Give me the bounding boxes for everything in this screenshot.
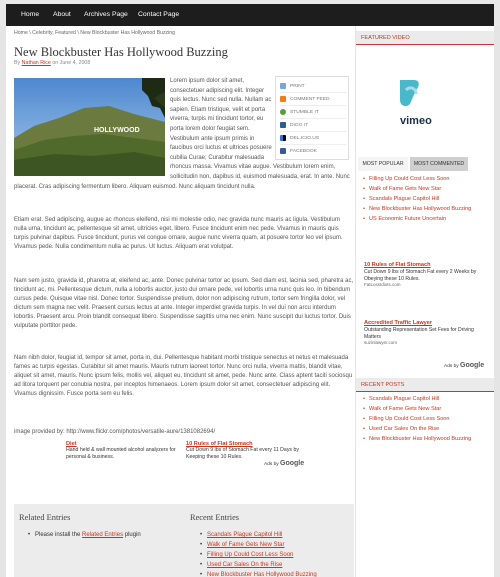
list-item[interactable]: • Walk of Fame Gets New Star xyxy=(200,540,330,550)
footer-entries xyxy=(14,504,354,577)
main-navigation xyxy=(6,4,494,26)
byline-prefix: By xyxy=(14,60,21,66)
tab-most-commented[interactable]: MOST COMMENTED xyxy=(410,157,468,171)
author-link[interactable]: Nathan Rice xyxy=(21,60,51,66)
sidebar-ad-2[interactable]: Accredited Traffic Lawyer Outstanding Representation Set Fees for Driving Matters suzinlawyer.com xyxy=(364,320,474,345)
breadcrumb: Home \ Celebrity, Featured \ New Blockbuster Has Hollywood Buzzing xyxy=(14,30,176,36)
main-content xyxy=(6,26,355,577)
hollywood-photo xyxy=(14,78,165,176)
list-item[interactable]: • US Economic Future Uncertain xyxy=(362,216,490,223)
print-icon xyxy=(280,83,286,89)
list-item[interactable]: • New Blockbuster Has Hollywood Buzzing xyxy=(362,436,490,443)
share-print[interactable]: PRINT xyxy=(280,81,346,93)
vimeo-logo-icon xyxy=(386,76,456,136)
post-byline xyxy=(14,60,90,66)
sidebar xyxy=(356,26,494,577)
ads-by-google[interactable]: Ads by Google xyxy=(264,460,305,467)
post-title[interactable]: New Blockbuster Has Hollywood Buzzing xyxy=(14,45,228,59)
share-facebook[interactable]: FACEBOOK xyxy=(280,146,346,158)
share-digg[interactable]: DIGG IT xyxy=(280,120,346,132)
inline-ad-title[interactable]: Diet xyxy=(66,441,77,447)
list-item[interactable]: • Used Car Sales On the Rise xyxy=(200,560,330,570)
related-entries-list xyxy=(28,530,168,540)
inline-ad-2[interactable]: 10 Rules of Flat Stomach Cut Down 9 lbs of Stomach Fat every 11 Days by Keeping these 10 Rules. xyxy=(186,441,299,460)
nav-archives[interactable]: Archives Page xyxy=(84,11,128,18)
feed-icon xyxy=(280,96,286,102)
related-entries-plugin-link[interactable]: Related Entries xyxy=(82,532,124,538)
facebook-icon xyxy=(280,148,286,154)
tab-most-popular[interactable]: MOST POPULAR xyxy=(358,157,408,171)
nav-about[interactable]: About xyxy=(53,11,71,18)
list-item[interactable]: • Scandals Plague Capitol Hill xyxy=(362,196,490,203)
list-item[interactable]: • Used Car Sales On the Rise xyxy=(362,426,490,433)
list-item[interactable]: • Filling Up Could Cost Less Soon xyxy=(362,416,490,423)
nav-home[interactable]: Home xyxy=(21,11,40,18)
post-paragraph-4: Nam nibh dolor, feugiat id, tempor sit amet, porta in, dui. Pellentesque habitant morbi tristique senectus et netus et malesuada fames ac turpis egestas. Curabitur sit amet mauris. Mauris rutrum laoreet tortor. Nunc orci nulla, viverra mattis, blandit vitae, aliquet sit amet, mauris. Nunc ipsum felis, mollis vel, aliquet eu, tincidunt sit amet, pede. Nunc ante. Class aptent taciti sociosqu ad litora torquent per conubia nostra, per inceptos himenaeos. Lorem ipsum dolor sit amet, consectetuer adipiscing elit. Vivamus dignissim. Fusce porta sem eu felis. xyxy=(14,355,353,397)
recent-posts-list xyxy=(362,396,490,446)
hollywood-hills-image xyxy=(14,78,165,176)
list-item[interactable]: • Walk of Fame Gets New Star xyxy=(362,186,490,193)
hollywood-sign: HOLLYWOOD xyxy=(94,127,140,134)
related-entries-message: • Please install the Related Entries plugin xyxy=(28,530,168,540)
list-item[interactable]: • Scandals Plague Capitol Hill xyxy=(362,396,490,403)
recent-entries-list xyxy=(200,530,330,577)
list-item[interactable]: • New Blockbuster Has Hollywood Buzzing xyxy=(362,206,490,213)
most-popular-list xyxy=(362,176,490,226)
vimeo-video-player[interactable] xyxy=(386,76,456,136)
sidebar-ads-by-google[interactable]: Ads by Google xyxy=(444,362,485,369)
recent-posts-heading: RECENT POSTS xyxy=(356,378,494,392)
share-stumble[interactable]: STUMBLE IT xyxy=(280,107,346,119)
digg-icon xyxy=(280,122,286,128)
list-item[interactable]: • New Blockbuster Has Hollywood Buzzing xyxy=(200,570,330,577)
featured-video-heading: FEATURED VIDEO xyxy=(356,31,494,45)
delicious-icon xyxy=(280,135,286,141)
nav-contact[interactable]: Contact Page xyxy=(138,11,180,18)
list-item[interactable]: • Scandals Plague Capitol Hill xyxy=(200,530,330,540)
share-box xyxy=(275,76,349,160)
post-date: on June 4, 2008 xyxy=(52,60,91,66)
share-comment-feed[interactable]: COMMENT FEED xyxy=(280,94,346,106)
inline-ad-unit xyxy=(66,440,356,476)
stumbleupon-icon xyxy=(280,109,286,115)
inline-ad-1[interactable]: Diet Hand held & wall mounted alcohol analyzers for personal & business. xyxy=(66,441,176,460)
post-paragraph-2: Etiam erat. Sed adipiscing, augue ac rhoncus eleifend, nisi mi molestie odio, nec gravida nunc mauris ac ligula. Vestibulum nulla urna, tincidunt ac, pellentesque sit amet, ultricies eget, libero. Fusce tincidunt enim nec pede. Vivamus in mauris quis turpis pulvinar dapibus. Fusce tincidunt, purus vel congue ornare, augue nunc viverra quam, at posuere tortor leo vel ipsum. Vivamus pede. Nulla condimentum nulla ac purus. Ut luctus. Aliquam erat volutpat. xyxy=(14,217,343,250)
post-paragraph-3: Nam sem justo, gravida id, pharetra at, eleifend ac, ante. Donec pulvinar tortor ac ipsum. Sed diam est, lacinia sed, pharetra ac, tincidunt ac, mi. Pellentesque dictum, nulla a lobortis auctor, justo dui ornare pede, vel lobortis urna nunc quis leo. In bibendum cursus pede. Quisque vitae nisl. Donec tortor. Suspendisse pretium, dolor non adipiscing rutrum, tortor sem fringilla dolor, vel dictum sem magna nec velit. Praesent cursus lectus at ante. Integer imperdiet gravida turpis. In vel dui non arcu interdum lobortis. Praesent arcu. Proin blandit consequat libero. Suspendisse sagittis urna nec enim. Nunc suscipit dui luctus tortor. Duis vulputate porttitor pede. xyxy=(14,278,354,329)
recent-entries-heading: Recent Entries xyxy=(190,513,240,522)
related-entries-heading: Related Entries xyxy=(19,513,71,522)
list-item[interactable]: • Filling Up Could Cost Less Soon xyxy=(200,550,330,560)
list-item[interactable]: • Filling Up Could Cost Less Soon xyxy=(362,176,490,183)
post-paragraph-1: Lorem ipsum dolor sit amet, consectetuer adipiscing elit. Integer quis lectus. Nunc sed nulla. Nullam ac sapien. Etiam tristique, velit et porta viverra, turpis mi tincidunt tortor, eu porta lorem dolor feugiat sem. Vestibulum ante ipsum primis in faucibus orci luctus et ultrices posuere cubilia Curae; Curabitur malesuada rhoncus massa. Vivamus vitae augue. Vestibulum lorem enim, sollicitudin non, dapibus id, euismod malesuada, erat. In ante. Nunc placerat. Cras adipiscing fermentum libero. Aliquam euismod. Nunc aliquam tincidunt nulla. xyxy=(14,78,350,190)
image-credit: image provided by: http://www.flickr.com/photos/versatile-aure/1381082694/ xyxy=(14,429,216,435)
popular-tabs xyxy=(358,157,492,171)
inline-ad-title[interactable]: 10 Rules of Flat Stomach xyxy=(186,441,253,447)
share-delicious[interactable]: DEL.ICIO.US xyxy=(280,133,346,145)
vimeo-brand: vimeo xyxy=(400,115,432,127)
list-item[interactable]: • Walk of Fame Gets New Star xyxy=(362,406,490,413)
sidebar-ad-1[interactable]: 10 Rules of Flat Stomach Cut Down 9 lbs of Stomach Fat every 2 Weeks by Obeying these 10 Rules. FatLossIdiots.com xyxy=(364,262,477,287)
